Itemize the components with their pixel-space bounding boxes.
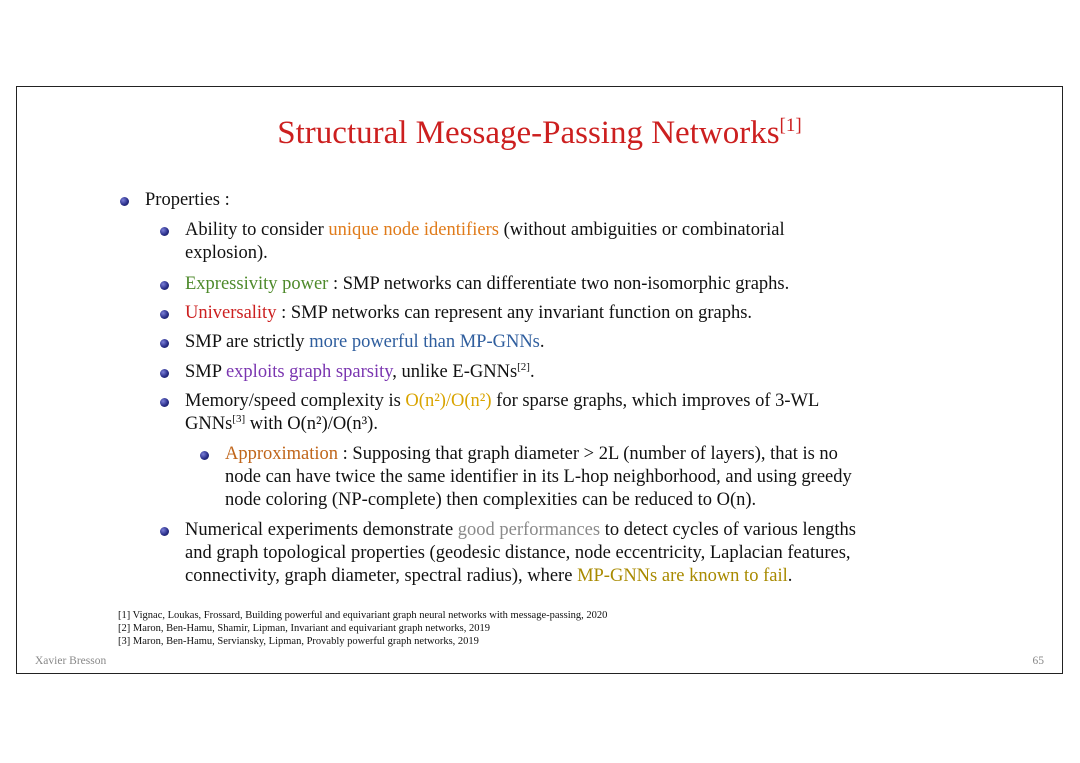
section-label: Properties : [145, 190, 230, 210]
bullet-experiments-line3: connectivity, graph diameter, spectral radius), where MP-GNNs are known to fail. [185, 566, 793, 586]
footer-page-number: 65 [1032, 655, 1044, 667]
bullet-experiments-line1: Numerical experiments demonstrate good performances to detect cycles of various lengths [185, 520, 856, 540]
bullet-approximation-line2: node can have twice the same identifier in its L-hop neighborhood, and using greedy [225, 467, 852, 487]
bullet-identifiers-line1: Ability to consider unique node identifiers (without ambiguities or combinatorial [185, 220, 785, 240]
bullet-approximation-line1: Approximation : Supposing that graph diameter > 2L (number of layers), that is no [225, 444, 838, 464]
slide [16, 86, 1063, 674]
bullet-icon [160, 227, 169, 236]
bullet-icon [200, 451, 209, 460]
bullet-icon [160, 527, 169, 536]
bullet-complexity-line1: Memory/speed complexity is O(n²)/O(n²) for sparse graphs, which improves of 3-WL [185, 391, 820, 411]
footer-author: Xavier Bresson [35, 655, 107, 667]
reference-item: [2] Maron, Ben-Hamu, Shamir, Lipman, Invariant and equivariant graph networks, 2019 [118, 623, 490, 634]
bullet-experiments-line2: and graph topological properties (geodesic distance, node eccentricity, Laplacian features, [185, 543, 851, 563]
bullet-icon [160, 339, 169, 348]
bullet-icon [160, 281, 169, 290]
bullet-complexity-line2: GNNs[3] with O(n²)/O(n³). [185, 412, 378, 434]
bullet-icon [160, 369, 169, 378]
bullet-more-powerful: SMP are strictly more powerful than MP-GNNs. [185, 332, 545, 352]
references [118, 609, 607, 648]
reference-item: [1] Vignac, Loukas, Frossard, Building powerful and equivariant graph neural networks with message-passing, 2020 [118, 610, 608, 621]
bullet-universality: Universality : SMP networks can represent any invariant function on graphs. [185, 303, 753, 323]
bullet-expressivity: Expressivity power : SMP networks can differentiate two non-isomorphic graphs. [185, 274, 790, 294]
bullet-approximation-line3: node coloring (NP-complete) then complexities can be reduced to O(n). [225, 490, 757, 510]
reference-item: [3] Maron, Ben-Hamu, Serviansky, Lipman, Provably powerful graph networks, 2019 [118, 636, 479, 647]
bullet-icon [160, 398, 169, 407]
bullet-icon [160, 310, 169, 319]
bullet-icon [120, 197, 129, 206]
bullet-sparsity: SMP exploits graph sparsity, unlike E-GNNs[2]. [185, 360, 535, 382]
title-ref: [1] [779, 115, 802, 136]
bullet-identifiers-line2: explosion). [185, 243, 268, 263]
slide-title: Structural Message-Passing Networks[1] [277, 115, 802, 151]
